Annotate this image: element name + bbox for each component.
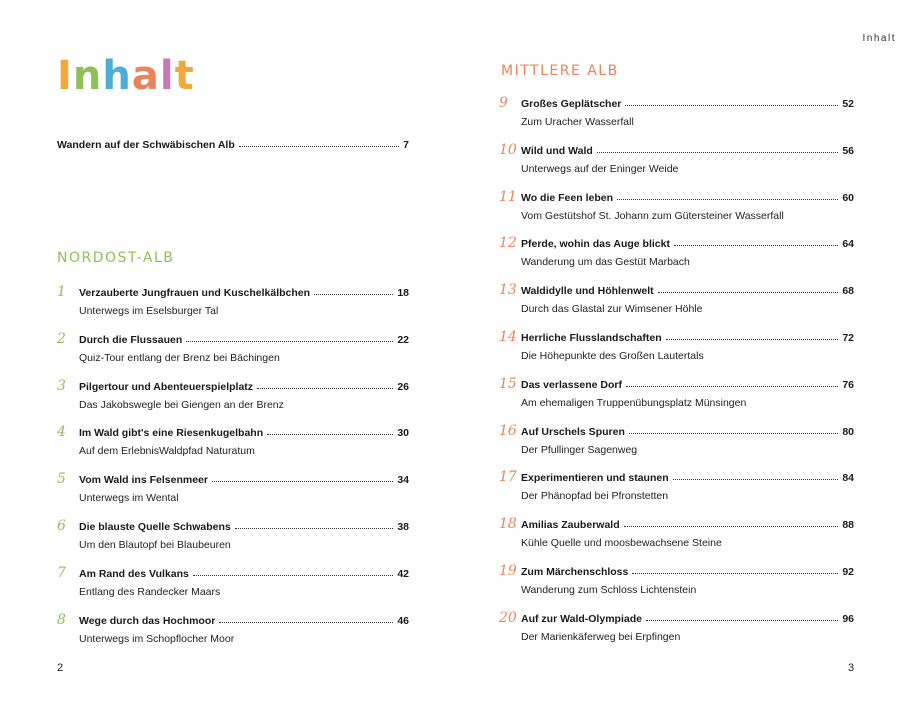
- title-letter: n: [72, 53, 103, 99]
- entry-title-row: [521, 145, 854, 157]
- tour-title: Wege durch das Hochmoor: [79, 614, 216, 627]
- tour-subtitle: Der Pfullinger Sagenweg: [521, 443, 638, 456]
- dot-leader: [186, 334, 393, 342]
- section-heading-mittlere: MITTLERE ALB: [501, 63, 619, 79]
- tour-page: 68: [842, 285, 854, 298]
- page-number-left: 2: [57, 662, 64, 674]
- entry-title-row: [521, 98, 854, 110]
- tour-title: Verzauberte Jungfrauen und Kuschelkälbchen: [79, 287, 311, 299]
- toc-entry[interactable]: [499, 563, 854, 606]
- toc-entry[interactable]: [499, 375, 854, 419]
- tour-subtitle: Unterwegs im Eselsburger Tal: [79, 305, 219, 317]
- dot-leader: [212, 474, 393, 482]
- toc-entry[interactable]: [57, 471, 409, 514]
- dot-leader: [314, 287, 393, 295]
- toc-entry[interactable]: [499, 282, 854, 325]
- tour-subtitle: Durch das Glastal zur Wimsener Höhle: [521, 303, 703, 316]
- tour-title: Wo die Feen leben: [521, 191, 613, 204]
- tour-page: 42: [397, 567, 409, 580]
- toc-entry[interactable]: [499, 469, 854, 512]
- toc-entry[interactable]: [499, 422, 854, 466]
- tour-page: 84: [842, 472, 854, 485]
- tour-number: 1: [57, 284, 66, 300]
- dot-leader: [624, 519, 839, 527]
- tour-page: 72: [842, 332, 854, 344]
- tour-page: 92: [842, 566, 854, 578]
- tour-subtitle: Wanderung zum Schloss Lichtenstein: [521, 584, 697, 596]
- dot-leader: [617, 192, 838, 200]
- tour-title: Amilias Zauberwald: [521, 519, 620, 532]
- tour-title: Durch die Flussauen: [79, 333, 183, 346]
- entry-title-row: [521, 332, 854, 344]
- entry-title-row: [79, 334, 409, 346]
- tour-title: Im Wald gibt's eine Riesenkugelbahn: [79, 427, 264, 440]
- entry-title-row: [521, 192, 854, 204]
- tour-subtitle: Unterwegs auf der Eninger Weide: [521, 162, 679, 175]
- dot-leader: [193, 568, 393, 576]
- toc-entry[interactable]: [57, 611, 409, 655]
- section-heading-nordost: NORDOST-ALB: [57, 250, 175, 266]
- tour-page: 96: [842, 612, 854, 625]
- dot-leader: [267, 427, 393, 435]
- tour-subtitle: Kühle Quelle und moosbewachsene Steine: [521, 537, 722, 550]
- title-letter: h: [102, 53, 132, 99]
- toc-entry[interactable]: [499, 235, 854, 278]
- intro-title: Wandern auf der Schwäbischen Alb: [57, 139, 235, 151]
- entry-title-row: [79, 521, 409, 533]
- tour-page: 56: [842, 144, 854, 157]
- tour-number: 6: [57, 518, 66, 534]
- toc-entry[interactable]: [499, 188, 854, 232]
- tour-title: Auf Urschels Spuren: [521, 425, 625, 438]
- dot-leader: [626, 379, 838, 387]
- tour-number: 16: [499, 422, 517, 439]
- toc-entry[interactable]: [57, 284, 409, 327]
- tour-number: 5: [57, 471, 66, 488]
- dot-leader: [666, 332, 839, 340]
- entry-title-row: [79, 474, 409, 486]
- entry-title-row: [79, 381, 409, 393]
- tour-subtitle: Der Phänopfad bei Pfronstetten: [521, 490, 669, 503]
- tour-title: Das verlassene Dorf: [521, 378, 622, 391]
- toc-entry[interactable]: [499, 609, 854, 653]
- title-letter: t: [174, 53, 195, 99]
- tour-page: 30: [397, 427, 409, 440]
- tour-number: 12: [499, 235, 517, 252]
- entry-title-row: [521, 238, 854, 250]
- tour-subtitle: Zum Uracher Wasserfall: [521, 116, 634, 128]
- tour-page: 52: [842, 98, 854, 110]
- tour-page: 64: [842, 238, 854, 251]
- entry-title-row: [521, 285, 854, 297]
- tour-number: 7: [57, 564, 66, 581]
- entry-title-row: [521, 519, 854, 531]
- dot-leader: [673, 472, 839, 480]
- toc-entry[interactable]: [499, 329, 854, 372]
- toc-entry[interactable]: [499, 95, 854, 138]
- tour-title: Am Rand des Vulkans: [79, 567, 189, 580]
- tour-page: 46: [397, 614, 409, 627]
- tour-subtitle: Um den Blautopf bei Blaubeuren: [79, 539, 231, 551]
- toc-entry[interactable]: [57, 377, 409, 421]
- intro-page: 7: [403, 139, 409, 151]
- entry-title-row: [521, 472, 854, 484]
- tour-page: 26: [397, 380, 409, 393]
- tour-number: 19: [499, 563, 517, 579]
- tour-page: 18: [397, 287, 409, 299]
- tour-number: 14: [499, 329, 517, 345]
- contents-title: [57, 53, 195, 99]
- tour-subtitle: Wanderung um das Gestüt Marbach: [521, 256, 690, 269]
- tour-page: 34: [397, 474, 409, 487]
- title-letter: l: [159, 53, 175, 99]
- entry-title-row: [79, 427, 409, 439]
- tour-subtitle: Auf dem ErlebnisWaldpfad Naturatum: [79, 445, 255, 458]
- dot-leader: [219, 615, 393, 623]
- dot-leader: [658, 285, 839, 293]
- running-head: Inhalt: [862, 33, 896, 44]
- tour-title: Die blauste Quelle Schwabens: [79, 521, 231, 533]
- tour-number: 8: [57, 611, 66, 628]
- tour-number: 18: [499, 516, 517, 533]
- intro-entry[interactable]: [57, 139, 409, 151]
- toc-entry[interactable]: [57, 564, 409, 608]
- entry-title-row: [521, 379, 854, 391]
- tour-subtitle: Vom Gestütshof St. Johann zum Gütersteiner Wasserfall: [521, 209, 784, 222]
- tour-title: Waldidylle und Höhlenwelt: [521, 285, 654, 298]
- title-letter: I: [57, 53, 73, 99]
- tour-subtitle: Der Marienkäferweg bei Erpfingen: [521, 630, 681, 643]
- entry-title-row: [521, 613, 854, 625]
- tour-page: 88: [842, 519, 854, 532]
- tour-title: Auf zur Wald-Olympiade: [521, 612, 642, 625]
- tour-number: 9: [499, 95, 508, 111]
- tour-page: 76: [842, 378, 854, 391]
- toc-entry[interactable]: [57, 424, 409, 467]
- page-number-right: 3: [848, 662, 855, 674]
- tour-subtitle: Die Höhepunkte des Großen Lautertals: [521, 350, 704, 362]
- tour-page: 60: [842, 191, 854, 204]
- dot-leader: [597, 145, 838, 153]
- dot-leader: [632, 566, 838, 574]
- tour-number: 4: [57, 424, 66, 441]
- tour-subtitle: Entlang des Randecker Maars: [79, 585, 221, 598]
- tour-number: 15: [499, 375, 517, 392]
- tour-subtitle: Das Jakobswegle bei Giengen an der Brenz: [79, 398, 284, 411]
- dot-leader: [239, 139, 399, 147]
- tour-subtitle: Am ehemaligen Truppenübungsplatz Münsingen: [521, 396, 747, 409]
- tour-subtitle: Unterwegs im Wental: [79, 492, 179, 505]
- tour-title: Experimentieren und staunen: [521, 472, 669, 485]
- tour-subtitle: Unterwegs im Schopflocher Moor: [79, 632, 235, 645]
- tour-title: Vom Wald ins Felsenmeer: [79, 474, 208, 487]
- entry-title-row: [79, 287, 409, 299]
- tour-page: 80: [842, 425, 854, 438]
- tour-page: 38: [397, 521, 409, 533]
- tour-number: 17: [499, 469, 517, 486]
- dot-leader: [257, 381, 393, 389]
- title-letter: a: [131, 53, 160, 99]
- dot-leader: [625, 98, 838, 106]
- right-page: [455, 0, 910, 701]
- tour-title: Wild und Wald: [521, 144, 593, 157]
- tour-number: 3: [57, 377, 66, 394]
- tour-title: Pferde, wohin das Auge blickt: [521, 238, 670, 251]
- dot-leader: [629, 426, 838, 434]
- tour-number: 13: [499, 282, 517, 299]
- dot-leader: [674, 238, 838, 246]
- tour-page: 22: [397, 333, 409, 346]
- toc-entry[interactable]: [57, 330, 409, 374]
- tour-number: 2: [57, 330, 66, 347]
- tour-title: Pilgertour und Abenteuerspielplatz: [79, 380, 254, 393]
- entry-title-row: [79, 615, 409, 627]
- toc-entry[interactable]: [499, 141, 854, 185]
- tour-number: 11: [499, 188, 517, 205]
- entry-title-row: [521, 426, 854, 438]
- tour-title: Zum Märchenschloss: [521, 566, 629, 578]
- entry-title-row: [521, 566, 854, 578]
- toc-entry[interactable]: [499, 516, 854, 559]
- dot-leader: [235, 521, 394, 529]
- tour-title: Großes Geplätscher: [521, 98, 622, 110]
- entry-title-row: [79, 568, 409, 580]
- tour-number: 10: [499, 141, 517, 158]
- tour-number: 20: [499, 609, 517, 626]
- tour-subtitle: Quiz-Tour entlang der Brenz bei Bächingen: [79, 351, 280, 364]
- tour-title: Herrliche Flusslandschaften: [521, 332, 662, 344]
- toc-entry[interactable]: [57, 518, 409, 561]
- dot-leader: [646, 613, 838, 621]
